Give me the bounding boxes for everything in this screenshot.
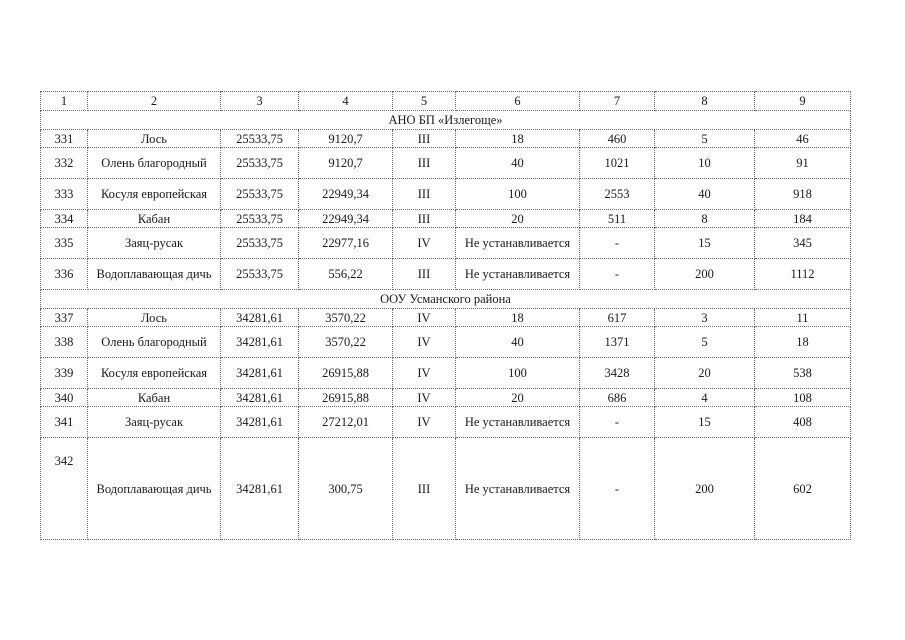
class-cell: III — [393, 259, 456, 290]
quota-cell: 538 — [755, 358, 851, 389]
class-cell: III — [393, 210, 456, 228]
table-row — [41, 130, 851, 148]
row-number-cell: 331 — [41, 130, 88, 148]
area-total-cell: 25533,75 — [221, 210, 299, 228]
area-total-cell: 34281,61 — [221, 358, 299, 389]
column-header: 1 — [41, 92, 88, 111]
row-number-cell: 333 — [41, 179, 88, 210]
class-cell: IV — [393, 358, 456, 389]
section-row — [41, 290, 851, 309]
percent-cell: 8 — [655, 210, 755, 228]
species-cell: Кабан — [88, 389, 221, 407]
percent-cell: 5 — [655, 130, 755, 148]
norm-cell: Не устанавливается — [456, 259, 580, 290]
row-number-cell: 336 — [41, 259, 88, 290]
capacity-cell: - — [580, 438, 655, 540]
row-number-cell: 335 — [41, 228, 88, 259]
norm-cell: 100 — [456, 358, 580, 389]
percent-cell: 4 — [655, 389, 755, 407]
class-cell: IV — [393, 309, 456, 327]
section-title: АНО БП «Излегоще» — [41, 111, 851, 130]
row-number-cell: 338 — [41, 327, 88, 358]
quota-cell: 11 — [755, 309, 851, 327]
species-cell: Водоплавающая дичь — [88, 438, 221, 540]
norm-cell: 40 — [456, 148, 580, 179]
document-page — [40, 91, 850, 540]
norm-cell: Не устанавливается — [456, 438, 580, 540]
percent-cell: 3 — [655, 309, 755, 327]
table-row — [41, 438, 851, 540]
quota-cell: 918 — [755, 179, 851, 210]
area-total-cell: 25533,75 — [221, 148, 299, 179]
capacity-cell: 2553 — [580, 179, 655, 210]
area-total-cell: 34281,61 — [221, 309, 299, 327]
percent-cell: 10 — [655, 148, 755, 179]
species-cell: Лось — [88, 309, 221, 327]
column-header: 3 — [221, 92, 299, 111]
species-cell: Лось — [88, 130, 221, 148]
column-header: 9 — [755, 92, 851, 111]
table-row — [41, 148, 851, 179]
capacity-cell: - — [580, 228, 655, 259]
percent-cell: 5 — [655, 327, 755, 358]
column-header: 5 — [393, 92, 456, 111]
species-cell: Кабан — [88, 210, 221, 228]
area-total-cell: 34281,61 — [221, 389, 299, 407]
table-row — [41, 309, 851, 327]
capacity-cell: 3428 — [580, 358, 655, 389]
area-suitable-cell: 26915,88 — [299, 389, 393, 407]
column-header: 7 — [580, 92, 655, 111]
table-row — [41, 179, 851, 210]
section-title: ООУ Усманского района — [41, 290, 851, 309]
row-number-cell: 342 — [41, 438, 88, 540]
capacity-cell: 511 — [580, 210, 655, 228]
capacity-cell: 1371 — [580, 327, 655, 358]
data-table — [40, 91, 851, 540]
species-cell: Водоплавающая дичь — [88, 259, 221, 290]
species-cell: Косуля европейская — [88, 358, 221, 389]
class-cell: III — [393, 148, 456, 179]
capacity-cell: - — [580, 259, 655, 290]
class-cell: III — [393, 179, 456, 210]
norm-cell: 100 — [456, 179, 580, 210]
area-suitable-cell: 556,22 — [299, 259, 393, 290]
norm-cell: 40 — [456, 327, 580, 358]
quota-cell: 1112 — [755, 259, 851, 290]
class-cell: III — [393, 130, 456, 148]
norm-cell: 20 — [456, 389, 580, 407]
area-suitable-cell: 27212,01 — [299, 407, 393, 438]
quota-cell: 602 — [755, 438, 851, 540]
percent-cell: 15 — [655, 228, 755, 259]
area-total-cell: 34281,61 — [221, 407, 299, 438]
capacity-cell: - — [580, 407, 655, 438]
area-total-cell: 25533,75 — [221, 259, 299, 290]
class-cell: IV — [393, 327, 456, 358]
species-cell: Олень благородный — [88, 327, 221, 358]
area-suitable-cell: 300,75 — [299, 438, 393, 540]
class-cell: IV — [393, 407, 456, 438]
header-row — [41, 92, 851, 111]
area-total-cell: 25533,75 — [221, 179, 299, 210]
norm-cell: 20 — [456, 210, 580, 228]
norm-cell: Не устанавливается — [456, 407, 580, 438]
area-suitable-cell: 3570,22 — [299, 309, 393, 327]
area-suitable-cell: 22949,34 — [299, 179, 393, 210]
class-cell: III — [393, 438, 456, 540]
norm-cell: 18 — [456, 309, 580, 327]
row-number-cell: 334 — [41, 210, 88, 228]
quota-cell: 18 — [755, 327, 851, 358]
column-header: 2 — [88, 92, 221, 111]
row-number-cell: 341 — [41, 407, 88, 438]
column-header: 4 — [299, 92, 393, 111]
table-row — [41, 358, 851, 389]
percent-cell: 200 — [655, 438, 755, 540]
quota-cell: 108 — [755, 389, 851, 407]
species-cell: Косуля европейская — [88, 179, 221, 210]
column-header: 6 — [456, 92, 580, 111]
norm-cell: Не устанавливается — [456, 228, 580, 259]
quota-cell: 408 — [755, 407, 851, 438]
area-total-cell: 34281,61 — [221, 438, 299, 540]
species-cell: Заяц-русак — [88, 407, 221, 438]
norm-cell: 18 — [456, 130, 580, 148]
capacity-cell: 460 — [580, 130, 655, 148]
quota-cell: 184 — [755, 210, 851, 228]
table-row — [41, 259, 851, 290]
area-total-cell: 25533,75 — [221, 130, 299, 148]
area-suitable-cell: 9120,7 — [299, 130, 393, 148]
percent-cell: 200 — [655, 259, 755, 290]
area-total-cell: 25533,75 — [221, 228, 299, 259]
quota-cell: 91 — [755, 148, 851, 179]
capacity-cell: 686 — [580, 389, 655, 407]
quota-cell: 46 — [755, 130, 851, 148]
table-row — [41, 210, 851, 228]
quota-cell: 345 — [755, 228, 851, 259]
section-row — [41, 111, 851, 130]
table-row — [41, 407, 851, 438]
class-cell: IV — [393, 228, 456, 259]
area-suitable-cell: 22977,16 — [299, 228, 393, 259]
column-header: 8 — [655, 92, 755, 111]
row-number-cell: 332 — [41, 148, 88, 179]
class-cell: IV — [393, 389, 456, 407]
species-cell: Заяц-русак — [88, 228, 221, 259]
row-number-cell: 340 — [41, 389, 88, 407]
area-total-cell: 34281,61 — [221, 327, 299, 358]
percent-cell: 40 — [655, 179, 755, 210]
table-row — [41, 327, 851, 358]
row-number-cell: 337 — [41, 309, 88, 327]
capacity-cell: 1021 — [580, 148, 655, 179]
row-number-cell: 339 — [41, 358, 88, 389]
species-cell: Олень благородный — [88, 148, 221, 179]
percent-cell: 20 — [655, 358, 755, 389]
table-row — [41, 389, 851, 407]
capacity-cell: 617 — [580, 309, 655, 327]
percent-cell: 15 — [655, 407, 755, 438]
area-suitable-cell: 22949,34 — [299, 210, 393, 228]
table-row — [41, 228, 851, 259]
area-suitable-cell: 3570,22 — [299, 327, 393, 358]
area-suitable-cell: 9120,7 — [299, 148, 393, 179]
area-suitable-cell: 26915,88 — [299, 358, 393, 389]
